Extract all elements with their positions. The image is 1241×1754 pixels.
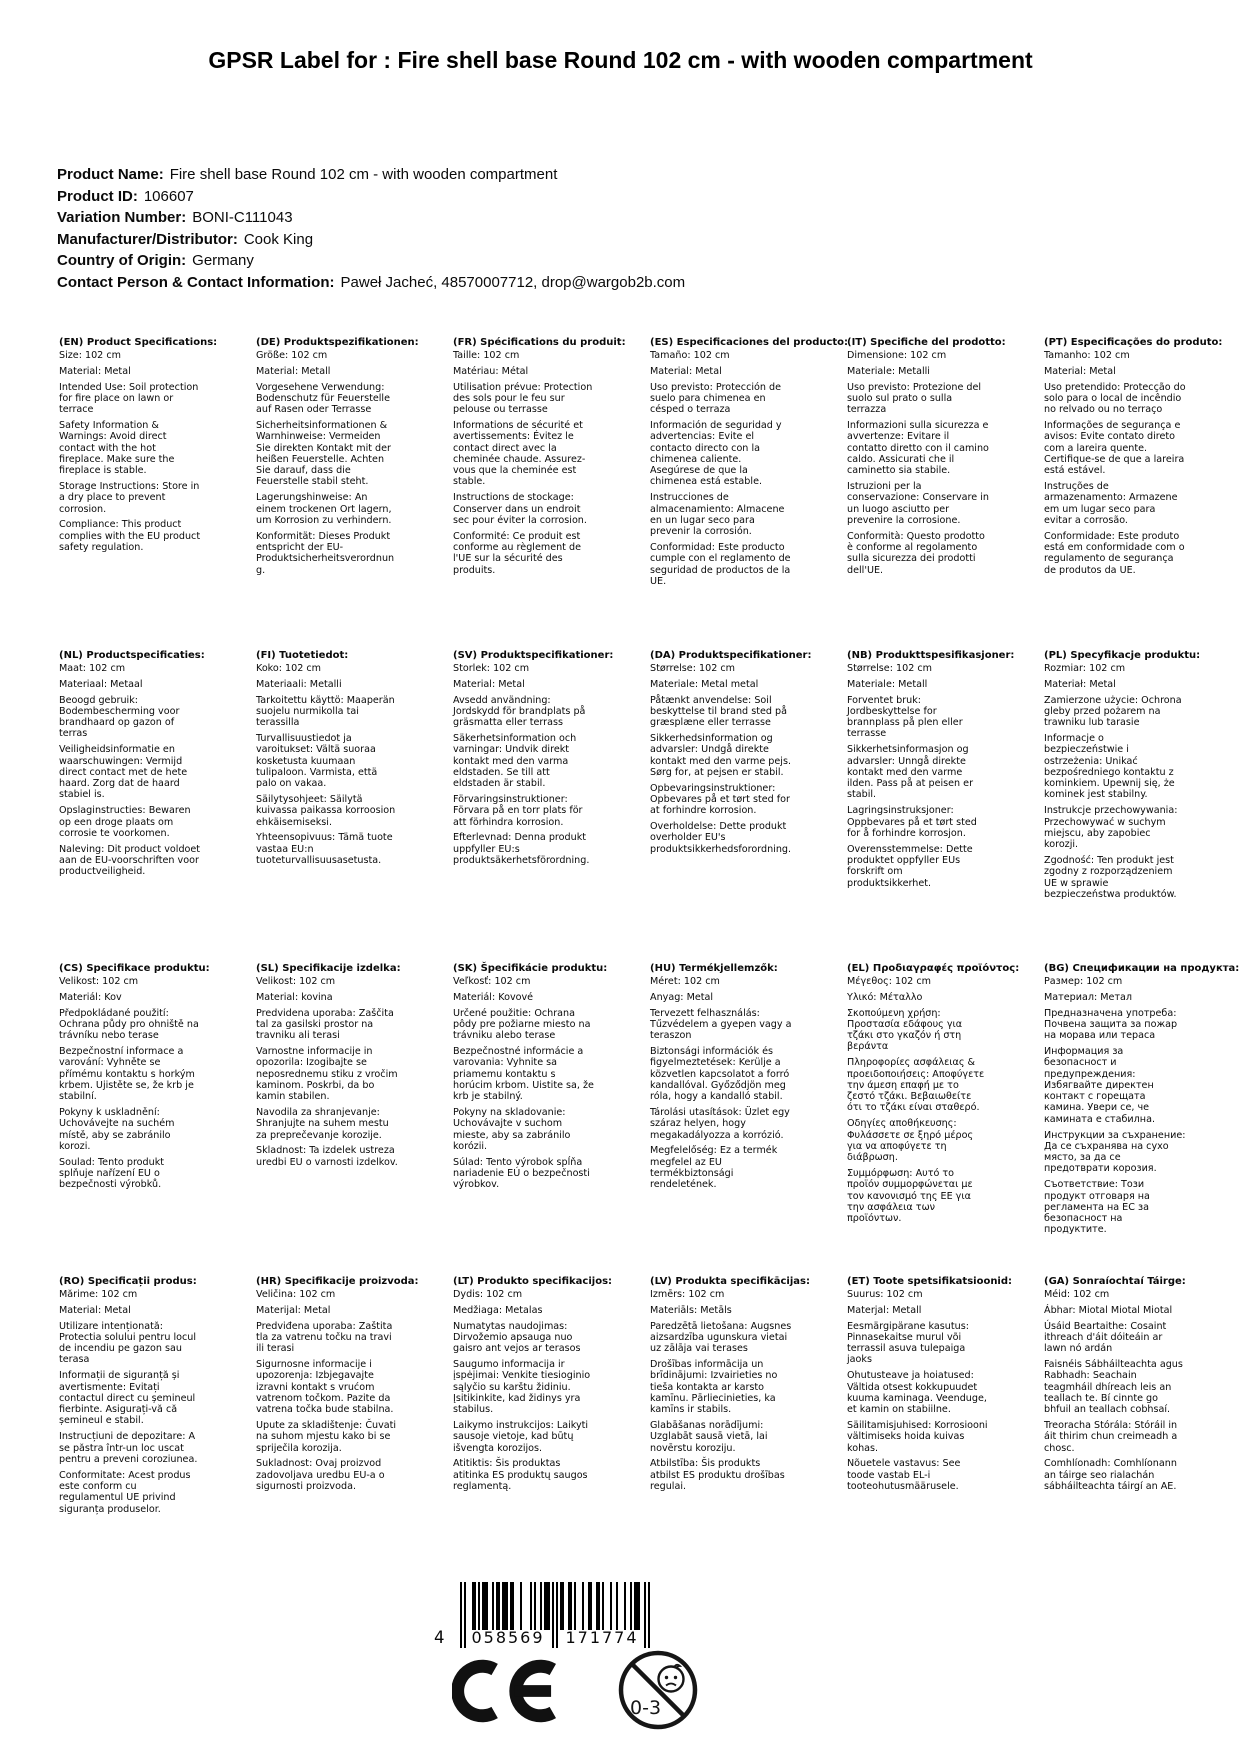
spec-text: Instruções de armazenamento: Armazene em um lugar seco para evitar a corrosão. (1044, 480, 1178, 526)
spec-text: Nõuetele vastavus: See toode vastab EL-i tooteohutusmäärusele. (847, 1458, 961, 1492)
spec-block-fi (256, 650, 453, 963)
spec-text: Ohutusteave ja hoiatused: Vältida otsest kokkupuudet kuuma kaminaga. Veenduge, et kamin on stabiilne. (847, 1370, 987, 1416)
spec-text: Materijal: Metal (256, 1304, 331, 1316)
spec-text: Opbevaringsinstruktioner: Opbevares på et tørt sted for at forhindre korrosion. (650, 782, 790, 817)
spec-block-header: (LV) Produkta specifikācijas: (650, 1276, 810, 1287)
spec-text: Instrucțiuni de depozitare: A se păstra într-un loc uscat pentru a preveni coroziunea. (59, 1431, 198, 1465)
spec-text: Glabāšanas norādījumi: Uzglabāt sausā vietā, lai novērstu koroziju. (650, 1419, 768, 1454)
product-info-value: 106607 (143, 187, 194, 205)
spec-text: Skladnost: Ta izdelek ustreza uredbi EU o varnosti izdelkov. (256, 1145, 398, 1168)
spec-text: Izmērs: 102 cm (650, 1289, 725, 1300)
spec-text: Vorgesehene Verwendung: Bodenschutz für Feuerstelle auf Rasen oder Terrasse (256, 381, 390, 416)
spec-text: Comhlíonadh: Comhlíonann an táirge seo rialachán sábháilteachta táirgí an AE. (1044, 1458, 1177, 1492)
product-info-value: Germany (192, 252, 254, 269)
product-info (57, 164, 685, 293)
spec-block-header: (ET) Toote spetsifikatsioonid: (847, 1276, 1013, 1287)
spec-text: Materjal: Metall (847, 1304, 922, 1316)
product-info-label: Product Name: (57, 166, 164, 183)
spec-block-header: (GA) Sonraíochtaí Táirge: (1044, 1276, 1186, 1287)
spec-block-et (847, 1276, 1044, 1589)
spec-text: Pokyny na skladovanie: Uchovávajte v suchom mieste, aby sa zabránilo korózii. (453, 1106, 571, 1152)
spec-text: Velikost: 102 cm (256, 976, 336, 987)
spec-text: Conformidad: Este producto cumple con el reglamento de seguridad de productos de la UE. (650, 541, 791, 587)
spec-text: Zamierzone użycie: Ochrona gleby przed pożarem na trawniku lub tarasie (1044, 694, 1182, 729)
spec-text: Πληροφορίες ασφάλειας & προειδοποιήσεις: Αποφύγετε την άμεση επαφή με το ζεστό τζάκι. Βεβαιωθείτε ότι το τζάκι είναι σταθερό. (847, 1057, 985, 1114)
spec-text: Uso pretendido: Protecção do solo para o local de incêndio no relvado ou no terraço (1044, 381, 1186, 416)
spec-block-header: (IT) Specifiche del prodotto: (847, 337, 1006, 348)
spec-text: Material: Metal (1044, 365, 1116, 377)
spec-text: Atitiktis: Šis produktas atitinka ES produktų saugos reglamentą. (453, 1458, 588, 1492)
spec-text: Tamaño: 102 cm (650, 350, 730, 361)
spec-block-fr (453, 337, 650, 650)
spec-text: Tervezett felhasználás: Tűzvédelem a gyepen vagy a teraszon (650, 1007, 792, 1042)
spec-text: Efterlevnad: Denna produkt uppfyller EU:s produktsäkerhetsförordning. (453, 832, 590, 866)
spec-text: Tarkoitettu käyttö: Maaperän suojelu nurmikolla tai terassilla (256, 694, 395, 729)
spec-text: Overensstemmelse: Dette produktet oppfyller EUs forskrift om produktsikkerhet. (847, 843, 973, 889)
spec-text: Suurus: 102 cm (847, 1289, 923, 1300)
spec-text: Съответствие: Този продукт отговаря на регламента на ЕС за безопасност на продуктите. (1044, 1179, 1150, 1236)
spec-text: Información de seguridad y advertencias: Evite el contacto directo con la chimenea caliente. Asegúrese de que la chimenea está estable. (650, 419, 782, 488)
spec-block-header: (PL) Specyfikacje produktu: (1044, 650, 1201, 661)
spec-text: Utilisation prévue: Protection des sols pour le feu sur pelouse ou terrasse (453, 381, 593, 416)
spec-text: Yhteensopivuus: Tämä tuote vastaa EU:n tuoteturvallisuusasetusta. (256, 832, 393, 866)
spec-text: Numatytas naudojimas: Dirvožemio apsauga nuo gaisro ant vejos ar terasos (453, 1320, 581, 1355)
spec-text: Informazioni sulla sicurezza e avvertenze: Evitare il contatto diretto con il camino caldo. Assicurati che il caminetto sia stabile. (847, 419, 989, 477)
spec-block-header: (SL) Specifikacije izdelka: (256, 963, 401, 974)
spec-block-header: (DA) Produktspecifikationer: (650, 650, 812, 661)
product-info-value: Fire shell base Round 102 cm - with wooden compartment (169, 166, 558, 183)
spec-text: Naleving: Dit product voldoet aan de EU-voorschriften voor productveiligheid. (59, 843, 201, 878)
spec-text: Instrucciones de almacenamiento: Almacene en un lugar seco para prevenir la corrosión. (650, 492, 785, 538)
spec-text: Størrelse: 102 cm (650, 663, 735, 674)
spec-text: Material: Metal (650, 365, 722, 377)
spec-text: Varnostne informacije in opozorila: Izogibajte se neposrednemu stiku z vročim kaminom. Poskrbi, da bo kamin stabilen. (256, 1045, 398, 1103)
spec-text: Forventet bruk: Jordbeskyttelse for brannplass på plen eller terrasse (847, 694, 963, 740)
product-info-row (57, 207, 685, 229)
spec-block-header: (EN) Product Specifications: (59, 337, 218, 348)
product-info-value: Paweł Jacheć, 48570007712, drop@wargob2b.com (340, 273, 686, 291)
spec-text: Matériau: Métal (453, 365, 529, 377)
spec-block-ga (1044, 1276, 1241, 1589)
spec-text: Utilizare intenționată: Protectia solului pentru locul de incendiu pe gazon sau terasa (59, 1320, 197, 1366)
spec-block-da (650, 650, 847, 963)
spec-block-header: (NL) Productspecificaties: (59, 650, 205, 661)
spec-text: Veličina: 102 cm (256, 1289, 336, 1300)
spec-text: Navodila za shranjevanje: Shranjujte na suhem mestu za preprečevanje korozije. (256, 1106, 389, 1141)
spec-text: Materiale: Metall (847, 678, 928, 690)
age-warning-0-3-icon (616, 1648, 700, 1736)
spec-text: Súlad: Tento výrobok spĺňa nariadenie EÚ o bezpečnosti výrobkov. (453, 1156, 590, 1191)
spec-text: Material: Metal (59, 365, 131, 377)
spec-text: Dimensione: 102 cm (847, 350, 947, 361)
spec-text: Saugumo informacija ir įspėjimai: Venkite tiesioginio sąlyčio su karštu židiniu. Įsitikinkite, kad židinys yra stabilus. (453, 1358, 591, 1416)
barcode-lead-digit: 4 (434, 1628, 445, 1647)
spec-text: Veľkosť: 102 cm (453, 976, 531, 987)
spec-block-it (847, 337, 1044, 650)
spec-text: Säilytysohjeet: Säilytä kuivassa paikassa korroosion ehkäisemiseksi. (256, 793, 396, 828)
spec-grid (59, 337, 1241, 1589)
spec-text: Instrukcje przechowywania: Przechowywać w suchym miejscu, aby zapobiec korozji. (1044, 805, 1178, 851)
product-info-label: Country of Origin: (57, 252, 187, 269)
spec-text: Safety Information & Warnings: Avoid direct contact with the hot fireplace. Make sure the fireplace is stable. (59, 419, 175, 477)
product-info-row (57, 164, 685, 186)
ean-barcode (424, 1582, 664, 1654)
spec-text: Určené použitie: Ochrana pôdy pre požiarne miesto na trávniku alebo terase (453, 1007, 591, 1042)
spec-block-header: (SK) Špecifikácie produktu: (453, 963, 608, 974)
spec-block-de (256, 337, 453, 650)
spec-text: Conformidade: Este produto está em conformidade com o regulamento de segurança de produtos da UE. (1044, 530, 1185, 576)
spec-text: Uso previsto: Protezione del suolo sul prato o sulla terrazza (847, 381, 982, 416)
spec-block-hr (256, 1276, 453, 1589)
spec-block-header: (HU) Termékjellemzők: (650, 963, 778, 974)
spec-text: Avsedd användning: Jordskydd för brandplats på gräsmatta eller terrass (453, 694, 586, 729)
spec-text: Eesmärgipärane kasutus: Pinnasekaitse murul või terrassil asuva tulepaiga jaoks (847, 1320, 969, 1366)
spec-text: Biztonsági információk és figyelmeztetések: Kerülje a közvetlen kapcsolatot a forró kandallóval. Győződjön meg róla, hogy a kandalló stabil. (650, 1045, 790, 1103)
spec-text: Megfelelőség: Ez a termék megfelel az EU termékbiztonsági rendeletének. (650, 1145, 778, 1191)
spec-text: Koko: 102 cm (256, 663, 322, 674)
spec-text: Tamanho: 102 cm (1044, 350, 1130, 361)
spec-text: Säilitamisjuhised: Korrosiooni vältimiseks hoida kuivas kohas. (847, 1419, 988, 1454)
spec-text: Lagringsinstruksjoner: Oppbevares på et tørt sted for å forhindre korrosjon. (847, 805, 977, 839)
spec-text: Conformité: Ce produit est conforme au règlement de l'UE sur la sécurité des produits. (453, 530, 581, 576)
spec-text: Lagerungshinweise: An einem trockenen Ort lagern, um Korrosion zu verhindern. (256, 492, 392, 526)
spec-text: Sicherheitsinformationen & Warnhinweise: Vermeiden Sie direkten Kontakt mit der heißen Feuerstelle. Achten Sie darauf, dass die Feuerstelle stabil steht. (256, 419, 391, 488)
spec-text: Anyag: Metal (650, 991, 714, 1003)
spec-text: Beoogd gebruik: Bodembescherming voor brandhaard op gazon of terras (59, 694, 180, 740)
spec-text: Turvallisuustiedot ja varoitukset: Vältä suoraa kosketusta kuumaan tulipaloon. Varmista, että palo on vakaa. (256, 732, 378, 790)
spec-text: Material: Metall (256, 365, 331, 377)
spec-text: Materiaali: Metalli (256, 678, 342, 690)
spec-text: Velikost: 102 cm (59, 976, 139, 987)
spec-text: Storlek: 102 cm (453, 663, 530, 674)
spec-text: Påtænkt anvendelse: Soil beskyttelse til brand sted på græsplæne eller terrasse (650, 694, 787, 729)
spec-text: Materiál: Kovové (453, 991, 534, 1003)
spec-text: Размер: 102 cm (1044, 976, 1123, 987)
spec-block-sl (256, 963, 453, 1276)
product-info-value: Cook King (243, 230, 314, 248)
spec-text: Dydis: 102 cm (453, 1289, 523, 1300)
product-info-label: Variation Number: (57, 209, 187, 226)
spec-text: Méid: 102 cm (1044, 1289, 1110, 1300)
spec-text: Size: 102 cm (59, 350, 121, 361)
spec-text: Treoracha Stórála: Stóráil in áit thirim chun creimeadh a chosc. (1044, 1419, 1178, 1454)
spec-text: Sukladnost: Ovaj proizvod zadovoljava uredbu EU-a o sigurnosti proizvoda. (256, 1458, 385, 1492)
spec-text: Συμμόρφωση: Αυτό το προϊόν συμμορφώνεται με τον κανονισμό της ΕΕ για την ασφάλεια των προϊόντων. (847, 1167, 973, 1225)
spec-text: Zgodność: Ten produkt jest zgodny z rozporządzeniem UE w sprawie bezpieczeństwa produktów. (1044, 854, 1177, 900)
spec-text: Materiale: Metal metal (650, 678, 759, 690)
spec-block-header: (DE) Produktspezifikationen: (256, 337, 419, 348)
spec-block-header: (ES) Especificaciones del producto: (650, 337, 849, 348)
spec-text: Material: Metal (453, 678, 525, 690)
spec-text: Drošības informācija un brīdinājumi: Izvairieties no tieša kontakta ar karsto kamīnu. Pārliecinieties, ka kamīns ir stabils. (650, 1358, 778, 1416)
spec-text: Paredzētā lietošana: Augsnes aizsardzība ugunskura vietai uz zālāja vai terases (650, 1320, 792, 1355)
spec-text: Størrelse: 102 cm (847, 663, 932, 674)
spec-text: Mărime: 102 cm (59, 1289, 138, 1300)
ce-mark-icon (452, 1653, 564, 1733)
spec-text: Faisnéis Sábháilteachta agus Rabhadh: Seachain teagmháil dhíreach leis an teallach te. Bí cinnte go bhfuil an teallach cobhsaí. (1044, 1358, 1183, 1416)
spec-block-header: (HR) Specifikacije proizvoda: (256, 1276, 419, 1287)
spec-block-sk (453, 963, 650, 1276)
spec-block-lt (453, 1276, 650, 1589)
spec-text: Informações de segurança e avisos: Evite contato direto com a lareira quente. Certifique-se de que a lareira está estável. (1044, 419, 1185, 477)
product-info-row (57, 186, 685, 208)
spec-text: Conformità: Questo prodotto è conforme al regolamento sulla sicurezza dei prodotti dell'UE. (847, 530, 985, 576)
spec-block-ro (59, 1276, 256, 1589)
spec-block-header: (NB) Produkttspesifikasjoner: (847, 650, 1015, 661)
spec-text: Υλικό: Μέταλλο (847, 991, 923, 1003)
spec-text: Informații de siguranță și avertismente: Evitați contactul direct cu șemineul fierbinte. Asigurați-vă că șemineul e stabil. (59, 1370, 196, 1427)
spec-text: Instructions de stockage: Conserver dans un endroit sec pour éviter la corrosion. (453, 492, 587, 526)
spec-block-header: (FI) Tuotetiedot: (256, 650, 349, 661)
product-info-value: BONI-C111043 (192, 209, 293, 226)
spec-text: Material: Metal (59, 1304, 131, 1316)
product-info-row (57, 250, 685, 272)
spec-block-header: (BG) Спецификации на продукта: (1044, 963, 1240, 974)
spec-text: Materiaal: Metaal (59, 678, 143, 690)
spec-block-bg (1044, 963, 1241, 1276)
spec-block-header: (RO) Specificații produs: (59, 1276, 197, 1287)
spec-text: Opslaginstructies: Bewaren op een droge plaats om corrosie te voorkomen. (59, 805, 191, 839)
spec-block-cs (59, 963, 256, 1276)
spec-text: Materiał: Metal (1044, 678, 1116, 690)
product-info-row (57, 229, 685, 251)
spec-text: Σκοπούμενη χρήση: Προστασία εδάφους για τζάκι στο γκαζόν ή στη βεράντα (847, 1007, 963, 1053)
spec-block-header: (SV) Produktspecifikationer: (453, 650, 614, 661)
spec-block-lv (650, 1276, 847, 1589)
spec-text: Istruzioni per la conservazione: Conservare in un luogo asciutto per prevenire la corrosione. (847, 480, 989, 526)
page-title: GPSR Label for : Fire shell base Round 102 cm - with wooden compartment (208, 47, 1033, 73)
spec-text: Taille: 102 cm (453, 350, 520, 361)
spec-text: Úsáid Beartaithe: Cosaint ithreach d'áit dóiteáin ar lawn nó ardán (1044, 1320, 1167, 1355)
spec-block-pl (1044, 650, 1241, 963)
spec-text: Predviđena uporaba: Zaštita tla za vatrenu točku na travi ili terasi (256, 1320, 393, 1355)
spec-block-el (847, 963, 1044, 1276)
spec-block-hu (650, 963, 847, 1276)
spec-text: Predvidena uporaba: Zaščita tal za gasilski prostor na travniku ali terasi (256, 1007, 394, 1042)
spec-text: Materiāls: Metāls (650, 1304, 732, 1316)
barcode-right-digits: 171774 (565, 1628, 639, 1647)
spec-text: Μέγεθος: 102 cm (847, 976, 931, 987)
spec-text: Bezpečnostní informace a varování: Vyhněte se přímému kontaktu s horkým krbem. Ujistěte se, že krb je stabilní. (59, 1045, 195, 1103)
spec-text: Informacje o bezpieczeństwie i ostrzeżenia: Unikać bezpośredniego kontaktu z kominkiem. Upewnij się, że kominek jest stabilny. (1044, 732, 1175, 801)
spec-text: Material: kovina (256, 991, 333, 1003)
spec-block-header: (LT) Produkto specifikacijos: (453, 1276, 613, 1287)
spec-text: Materiale: Metalli (847, 365, 930, 377)
spec-text: Veiligheidsinformatie en waarschuwingen: Vermijd direct contact met de hete haard. Zorg dat de haard stabiel is. (59, 744, 188, 801)
product-info-label: Contact Person & Contact Information: (57, 273, 335, 291)
spec-text: Medžiaga: Metalas (453, 1304, 543, 1316)
spec-block-sv (453, 650, 650, 963)
spec-text: Sikkerhetsinformasjon og advarsler: Unngå direkte kontakt med den varme ilden. Pass på at peisen er stabil. (847, 744, 974, 801)
spec-text: Förvaringsinstruktioner: Förvara på en torr plats för att förhindra korrosion. (453, 793, 583, 828)
spec-text: Предназначена употреба: Почвена защита за пожар на морава или тераса (1044, 1007, 1178, 1042)
spec-text: Upute za skladištenje: Čuvati na suhom mjestu kako bi se spriječila korozija. (256, 1419, 397, 1454)
spec-text: Информация за безопасност и предупреждения: Избягвайте директен контакт с горещата камина. Увери се, че камината е стабилна. (1044, 1045, 1155, 1125)
spec-text: Materiál: Kov (59, 991, 122, 1003)
spec-text: Atbilstība: Šis produkts atbilst ES produktu drošības regulai. (650, 1458, 785, 1492)
spec-text: Maat: 102 cm (59, 663, 126, 674)
product-info-label: Product ID: (57, 187, 138, 205)
product-info-label: Manufacturer/Distributor: (57, 230, 238, 248)
spec-block-es (650, 337, 847, 650)
spec-block-nl (59, 650, 256, 963)
spec-text: Säkerhetsinformation och varningar: Undvik direkt kontakt med den varma eldstaden. Se till att eldstaden är stabil. (453, 732, 577, 790)
spec-text: Soulad: Tento produkt splňuje nařízení EU o bezpečnosti výrobků. (59, 1156, 165, 1191)
spec-block-en (59, 337, 256, 650)
spec-block-header: (EL) Προδιαγραφές προϊόντος: (847, 963, 1020, 974)
spec-text: Инструкции за съхранение: Да се съхранява на сухо място, за да се предотврати корозия. (1044, 1129, 1186, 1175)
spec-text: Pokyny k uskladnění: Uchovávejte na suchém místě, aby se zabránilo korozi. (59, 1106, 175, 1152)
spec-text: Konformität: Dieses Produkt entspricht der EU-Produktsicherheitsverordnung. (256, 530, 395, 576)
spec-block-header: (CS) Specifikace produktu: (59, 963, 210, 974)
product-info-row (57, 272, 685, 294)
spec-text: Méret: 102 cm (650, 976, 720, 987)
spec-text: Größe: 102 cm (256, 350, 328, 361)
spec-text: Ábhar: Miotal Miotal Miotal (1044, 1304, 1173, 1316)
spec-text: Storage Instructions: Store in a dry place to prevent corrosion. (59, 480, 200, 515)
spec-text: Bezpečnostné informácie a varovania: Vyhnite sa priamemu kontaktu s horúcim krbom. Uistite sa, že krb je stabilný. (453, 1045, 594, 1103)
spec-block-header: (PT) Especificações do produto: (1044, 337, 1223, 348)
spec-block-pt (1044, 337, 1241, 650)
spec-text: Tárolási utasítások: Üzlet egy száraz helyen, hogy megakadályozza a korrózió. (650, 1106, 790, 1141)
spec-text: Sigurnosne informacije i upozorenja: Izbjegavajte izravni kontakt s vrućom vatrenom točkom. Pazite da vatrena točka bude stabilna. (256, 1358, 394, 1416)
spec-block-header: (FR) Spécifications du produit: (453, 337, 626, 348)
barcode-left-digits: 058569 (471, 1628, 545, 1647)
spec-text: Laikymo instrukcijos: Laikyti sausoje vietoje, kad būtų išvengta korozijos. (453, 1419, 589, 1454)
spec-text: Οδηγίες αποθήκευσης: Φυλάσσετε σε ξηρό μέρος για να αποφύγετε τη διάβρωση. (847, 1118, 974, 1164)
age-warning-label: 0-3 (630, 1697, 662, 1719)
spec-text: Předpokládané použití: Ochrana půdy pro ohniště na trávníku nebo terase (59, 1007, 199, 1042)
spec-text: Материал: Метал (1044, 991, 1133, 1003)
spec-text: Rozmiar: 102 cm (1044, 663, 1126, 674)
spec-text: Compliance: This product complies with the EU product safety regulation. (59, 519, 201, 553)
spec-text: Sikkerhedsinformation og advarsler: Undgå direkte kontakt med den varme pejs. Sørg for, at pejsen er stabil. (650, 732, 792, 778)
spec-block-nb (847, 650, 1044, 963)
spec-text: Overholdelse: Dette produkt overholder EU's produktsikkerhedsforordning. (650, 821, 792, 855)
spec-text: Intended Use: Soil protection for fire place on lawn or terrace (59, 381, 199, 416)
spec-text: Uso previsto: Protección de suelo para chimenea en césped o terraza (650, 381, 782, 416)
spec-text: Informations de sécurité et avertissements: Évitez le contact direct avec la cheminée chaude. Assurez-vous que la cheminée est stable. (453, 419, 586, 488)
spec-text: Conformitate: Acest produs este conform cu regulamentul UE privind siguranța produselor. (59, 1469, 191, 1515)
